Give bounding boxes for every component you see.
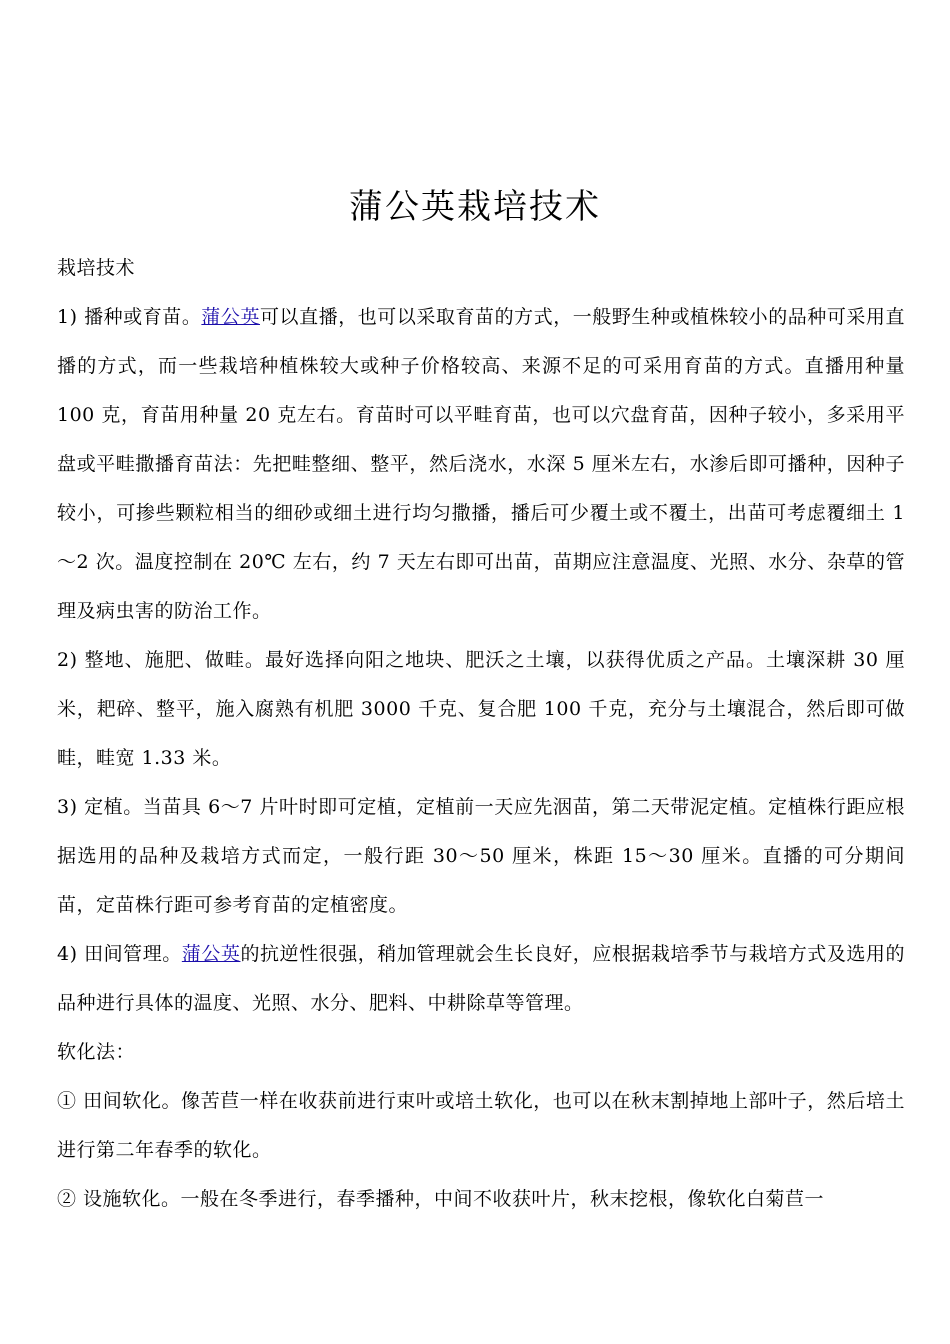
paragraph-sowing [47, 293, 905, 636]
section-heading-softening: 软化法： [57, 1041, 136, 1063]
paragraph-sowing-prefix: 1) 播种或育苗。 [57, 306, 202, 328]
paragraph-soil-prep: 2) 整地、施肥、做畦。最好选择向阳之地块、肥沃之土壤，以获得优质之产品。土壤深耕 30 厘米，耙碎、整平，施入腐熟有机肥 3000 千克、复合肥 100 千克，充分与土壤混合，然后即可做畦，畦宽 1.33 米。 [57, 649, 905, 769]
paragraph-field-management-prefix: 4) 田间管理。 [57, 943, 182, 965]
dandelion-link[interactable]: 蒲公英 [201, 306, 261, 328]
paragraph-sowing-text: 可以直播，也可以采取育苗的方式，一般野生种或植株较小的品种可采用直播的方式，而一些栽培种植株较大或种子价格较高、来源不足的可采用育苗的方式。直播用种量 100 克，育苗用种量 20 克左右。育苗时可以平畦育苗，也可以穴盘育苗，因种子较小，多采用平盘或平畦撒播育苗法：先把畦整细、整平，然后浇水，水深 5 厘米左右，水渗后即可播种，因种子较小，可掺些颗粒相当的细砂或细土进行均匀撒播，播后可少覆土或不覆土，出苗可考虑覆细土 1～2 次。温度控制在 20℃ 左右，约 7 天左右即可出苗，苗期应注意温度、光照、水分、杂草的管理及病虫害的防治工作。 [57, 306, 905, 622]
section-heading-cultivation: 栽培技术 [57, 257, 136, 279]
document-title: 蒲公英栽培技术 [349, 187, 601, 227]
paragraph-field-management-text: 的抗逆性很强，稍加管理就会生长良好，应根据栽培季节与栽培方式及选用的品种进行具体的温度、光照、水分、肥料、中耕除草等管理。 [57, 943, 905, 1014]
document-body [47, 244, 905, 1224]
paragraph-transplant: 3) 定植。当苗具 6～7 片叶时即可定植，定植前一天应先洇苗，第二天带泥定植。定植株行距应根据选用的品种及栽培方式而定，一般行距 30～50 厘米，株距 15～30 厘米。直播的可分期间苗，定苗株行距可参考育苗的定植密度。 [57, 796, 905, 916]
paragraph-field-management [47, 930, 905, 1028]
dandelion-link-2[interactable]: 蒲公英 [181, 943, 241, 965]
paragraph-field-softening: ① 田间软化。像苦苣一样在收获前进行束叶或培土软化，也可以在秋末割掉地上部叶子，然后培土进行第二年春季的软化。 [57, 1090, 905, 1161]
paragraph-facility-softening: ② 设施软化。一般在冬季进行，春季播种，中间不收获叶片，秋末挖根，像软化白菊苣一 [57, 1188, 825, 1210]
